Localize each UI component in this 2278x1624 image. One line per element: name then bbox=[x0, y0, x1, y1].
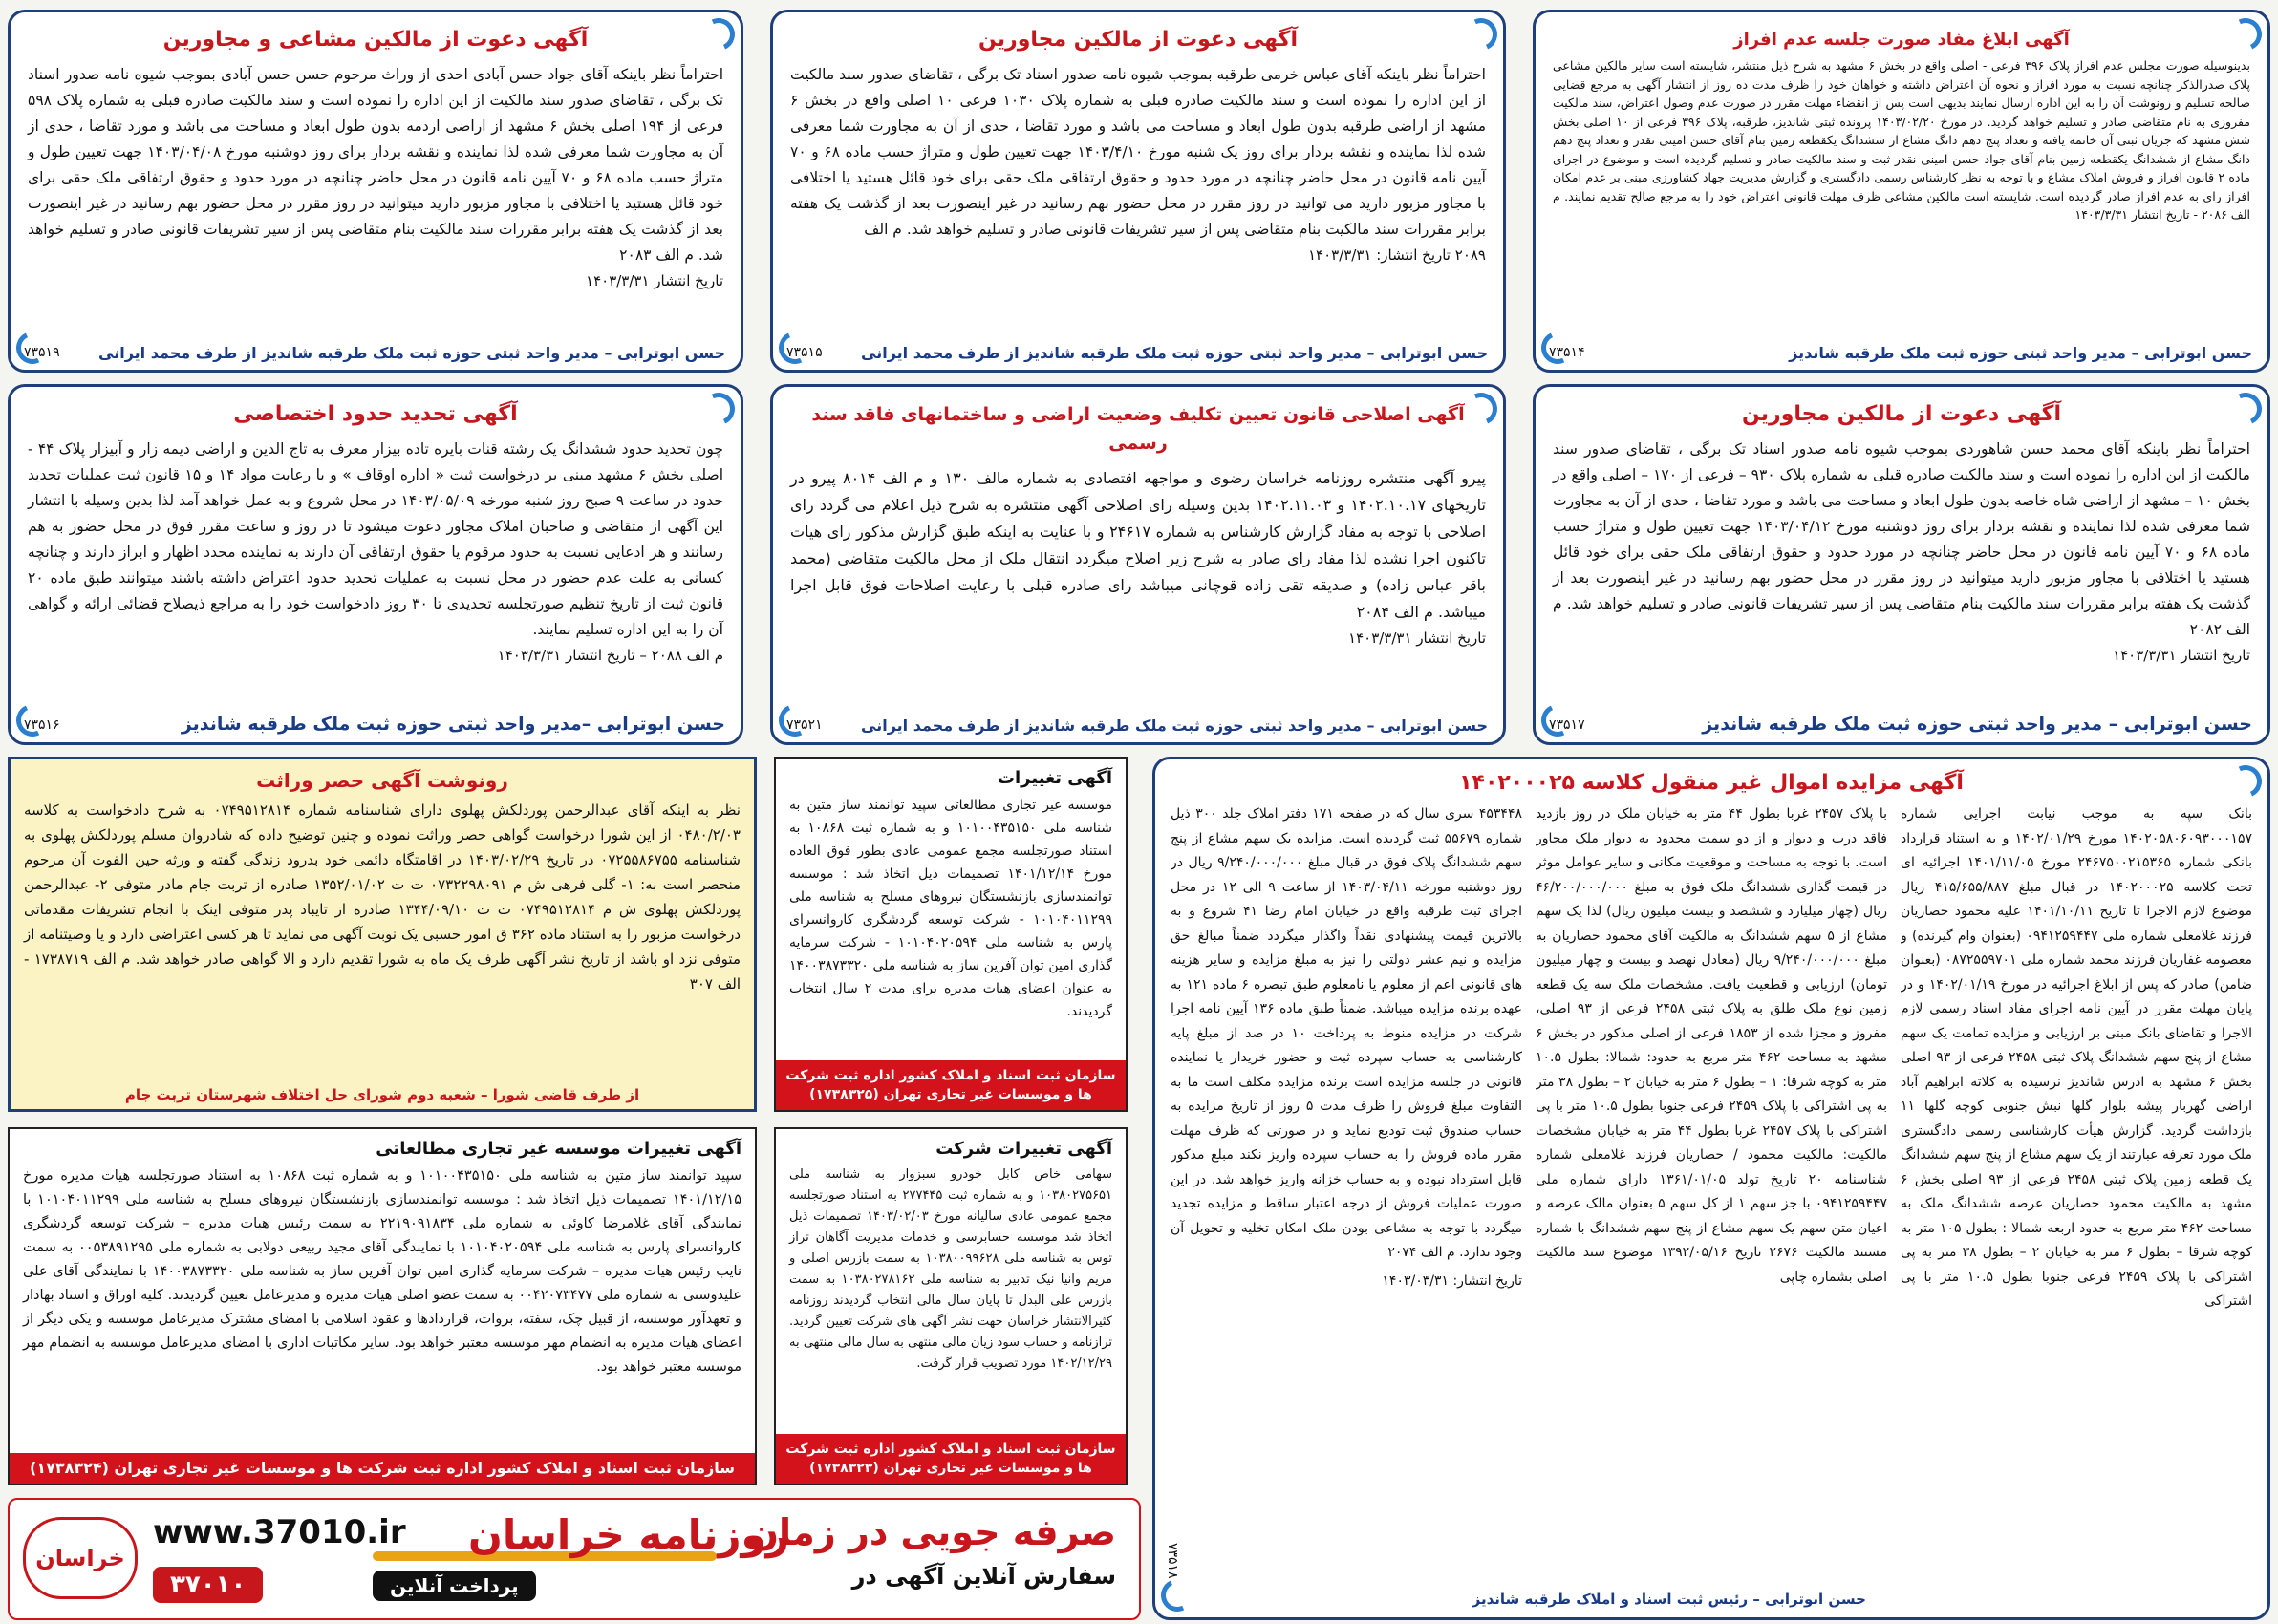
ad-body: احتراماً نظر باینکه آقای جواد حسن آبادی احدی از وراث مرحوم حسن حسن آبادی بموجب شیوه نامه صدور اسناد تک برگی ، تقاضای صدور سند مالکیت از این اداره را نموده است و سند مالکیت صادره قبلی به شماره پلاک ۵۹۸ فرعی از ۱۹۴ اصلی بخش ۶ مشهد از اراضی اردمه بدون طول ابعاد و مساحت می باشد و مورد تقاضا ، حدی از آن به مجاورت شما معرفی شده لذا نماینده و نقشه بردار برای روز دوشنبه مورخ ۱۴۰۳/۰۴/۰۸ جهت تعیین طول و متراژ حسب ماده ۶۸ و ۷۰ آیین نامه قانون در محل حاضر چنانچه در مورد حدود و حقوق ارتفاقی ملک حقی برای خود قائل هستید یا اختلافی با مجاور مزبور دارید میتوانید در روز مقرر در محل حضور بهم رسانید در غیر اینصورت بعد از گذشت یک هفته برابر مقررات سند مالکیت بنام متقاضی پس از سیر تشریفات قانونی صادر و تسلیم خواهد شد. م الف ۲۰۸۳ bbox=[28, 66, 723, 264]
ad-body: احتراماً نظر باینکه آقای عباس خرمی طرقبه بموجب شیوه نامه صدور اسناد تک برگی ، تقاضای صدور سند مالکیت از این اداره را نموده است و سند مالکیت صادره قبلی به شماره پلاک ۱۰۳۰ فرعی ۱۰ اصلی واقع در بخش ۶ مشهد از اراضی طرقبه بدون طول ابعاد و مساحت می باشد و مورد تقاضا ، حدی از آن به مجاورت شما معرفی شده لذا نماینده و نقشه بردار برای روز یک شنبه مورخ ۱۴۰۳/۴/۱۰ جهت تعیین طول و متراژ حسب ماده ۶۸ و ۷۰ آیین نامه قانون در محل حاضر چنانچه در مورد حدود و حقوق ارتفاقی ملک حقی برای خود قائل هستید یا اختلافی با مجاور مزبور دارید می توانید در روز مقرر در محل حضور بهم رسانید در غیر اینصورت بعد از گذشت یک هفته برابر مقررات سند مالکیت بنام متقاضی پس از سیر تشریفات قانونی صادر و تسلیم خواهد شد. م الف bbox=[790, 66, 1486, 238]
swirl-ornament-icon bbox=[2224, 760, 2267, 802]
ad-owners-invite-1 bbox=[8, 10, 743, 373]
ad-body: سهامی خاص کابل خودرو سبزوار به شناسه ملی ۱۰۳۸۰۲۷۵۶۵۱ و به شماره ثبت ۲۷۷۴۴۵ به استناد صورتجلسه مجمع عمومی عادی سالیانه مورخ ۱۴۰۳/۰۲/۰۳ تصمیمات ذیل اتخاذ شد موسسه حسابرسی و خدمات مدیریت آگاهان تراز توس به شناسه ملی ۱۰۳۸۰۰۹۹۶۲۸ به سمت بازرس اصلی و مریم وانیا نیک تدبیر به شناسه ملی ۱۰۳۸۰۲۷۸۱۶۲ به سمت بازرس علی البدل تا پایان سال مالی انتخاب گردیدند روزنامه کثیرالانتشار خراسان جهت نشر آگهی های شرکت تعیین گردید. ترازنامه و حساب سود زیان مالی منتهی به سال مالی منتهی به ۱۴۰۲/۱۲/۲۹ مورد تصویب قرار گرفت. bbox=[789, 1167, 1113, 1371]
banner-newspaper-name: روزنامه خراسان bbox=[468, 1511, 789, 1558]
ad-inheritance bbox=[8, 757, 757, 1112]
auction-column-2: با پلاک ۲۴۵۷ غربا بطول ۴۴ متر به خیابان ملک در روز بازدید فاقد درب و دیوار و از دو سمت محدود به دیوار ملک مجاور است. با توجه به مساحت و موقعیت مکانی و سایر عوامل موثر در قیمت گذاری ششدانگ ملک فوق به مبلغ ۴۶/۲۰۰/۰۰۰/۰۰۰ ریال (چهار میلیارد و ششصد و بیست میلیون ریال) لذا یک سهم مشاع از ۵ سهم ششدانگ به مالکیت آقای محمود حصاریان به مبلغ ۹/۲۴۰/۰۰۰/۰۰۰ ریال (معادل نهصد و بیست و چهار میلیون تومان) ارزیابی و قطعیت یافت. مشخصات ملک سه یک قطعه زمین نوع ملک طلق به پلاک ثبتی ۲۴۵۸ فرعی از ۹۳ اصلی، مفروز و مجزا شده از ۱۸۵۳ فرعی از اصلی مذکور در بخش ۶ مشهد به مساحت ۴۶۲ متر مربع به حدود: شمالا: بطول ۱۰.۵ متر به کوچه شرقا: ۱ – بطول ۶ متر به خیابان ۲ – بطول ۳۸ متر به پی اشتراکی با پلاک ۲۴۵۹ فرعی جنوبا بطول ۱۰.۵ متر با پی اشتراکی با پلاک ۲۴۵۷ غربا بطول ۴۴ متر به خیابان مشخصات مالکیت: مالکیت محمود / حصاریان فرزند غلامعلی شماره شناسنامه ۲۰ تاریخ تولد ۱۳۶۱/۰۱/۰۵ دارای شماره ملی ۰۹۴۱۲۵۹۴۴۷ با جز سهم ۱ از کل سهم ۵ بعنوان مالک عرصه و اعیان متن سهم یک سهم مشاع از پنج سهم ششدانگ با شماره مستند مالکیت ۲۶۷۶ تاریخ ۱۳۹۲/۰۵/۱۶ موضوع سند مالکیت اصلی بشماره چاپی bbox=[1536, 806, 1887, 1285]
ad-title: آگهی دعوت از مالکین مجاورین bbox=[1741, 402, 2062, 426]
ad-date: ۲۰۸۹ تاریخ انتشار: ۱۴۰۳/۳/۳۱ bbox=[1307, 246, 1486, 264]
ad-body: نظر به اینکه آقای عبدالرحمن پوردلکش پهلوی دارای شناسنامه شماره ۰۷۴۹۵۱۲۸۱۴ به شرح دادخواست به کلاسه ۰۴۸۰/۲/۰۳ از این شورا درخواست گواهی حصر وراثت نموده و چنین توضیح داده که شادروان مسلم پوردلکش پهلوی به شناسنامه ۰۷۲۵۵۸۶۷۵۵ در تاریخ ۱۴۰۳/۰۲/۲۹ در اقامتگاه دائمی خود بدرود زندگی گفته و ورثه حین الفوت آن مرحوم منحصر است به: ۱- گلی فرهی ش م ۰۷۳۲۲۹۸۰۹۱ ت ت ۱۳۵۲/۰۱/۰۲ صادره از تربت جام مادر متوفی ۲- عبدالرحمن پوردلکش پهلوی ش م ۰۷۴۹۵۱۲۸۱۴ ت ت ۱۳۴۴/۰۹/۱۰ صادره از تایباد پدر متوفی اینک با انجام تشریفات مقدماتی درخواست مزبور را به استناد ماده ۳۶۲ ق امور حسبی یک نوبت آگهی می نماید تا هر کسی اعتراضی دارد و یا وصیتنامه از متوفی نزد او باشد از تاریخ نشر آگهی ظرف یک ماه به شورا تقدیم دارد و الا گواهی صادر خواهد شد. م الف ۱۷۳۸۷۱۹ - الف ۳۰۷ bbox=[24, 801, 741, 993]
online-payment-button[interactable]: پرداخت آنلاین bbox=[373, 1571, 536, 1601]
auction-column-3-text: ۴۵۳۴۴۸ سری سال که در صفحه ۱۷۱ دفتر املاک جلد ۳۰۰ ذیل شماره ۵۵۶۷۹ ثبت گردیده است. مزایده یک سهم مشاع از پنج سهم ششدانگ پلاک فوق در قبال مبلغ ۹/۲۴۰/۰۰۰/۰۰۰ ریال در روز دوشنبه مورخه ۱۴۰۳/۰۴/۱۱ از ساعت ۹ الی ۱۲ در محل اجرای ثبت طرقبه واقع در خیابان امام رضا ۴۱ شروع و به بالاترین قیمت پیشنهادی نقداً واگذار میگردد ضمناً مبالغ حق مزایده و نیم عشر دولتی را نیز به مبلغ مزایده و سایر هزینه های قانونی اعم از معلوم یا نامعلوم طبق تبصره ۶ ماده ۱۲۱ به عهده برنده مزایده میباشد. ضمناً طبق ماده ۱۳۶ آیین نامه اجرا شرکت در مزایده منوط به پرداخت ۱۰ در صد از مبلغ پایه کارشناسی به حساب سپرده ثبت و حضور خریدار یا نماینده قانونی در جلسه مزایده است برنده مزایده مکلف است ما به التفاوت مبلغ فروش را ظرف مدت ۵ روز از تاریخ مزایده به حساب صندوق ثبت تودیع نماید و در صورتی که ظرف مهلت مقرر ماده فروش را به حساب سپرده واریز نکند مبلغ مذکور قابل استرداد نبوده و به حساب خزانه واریز خواهد شد. در این صورت عملیات فروش از درجه اعتبار ساقط و مزایده تجدید میگردد با توجه به مشاعی بودن ملک امکان تخلیه و تحویل آن وجود ندارد. م الف ۲۰۷۴ bbox=[1171, 806, 1522, 1260]
ad-date: تاریخ انتشار ۱۴۰۳/۳/۳۱ bbox=[1348, 630, 1486, 647]
ad-body: پیرو آگهی منتشره روزنامه خراسان رضوی و مواجهه اقتصادی به شماره مالف ۱۳۰ و م الف ۸۰۱۴ پیرو در تاریخهای ۱۴۰۲.۱۰.۱۷ و ۱۴۰۲.۱۱.۰۳ بدین وسیله رای اصلاحی آگهی منتشره به شرح ذیل اعلام می گردد رای اصلاحی با توجه به مفاد گزارش کارشناس به شماره ۲۴۶۱۷ و با عنایت به اینکه طبق گزارش مذکور رای هیات تاکنون اجرا نشده لذا مفاد رای صادر به شرح زیر اصلاح میگردد انتقال ملک از محل مالکیت متقاضی (محمد باقر عباس زاده) و صدیقه تقی زاده قوچانی میباشد رای صادره قبلی با رعایت اصلاحات فوق قابل اجرا میباشد. م الف ۲۰۸۴ bbox=[790, 469, 1487, 621]
auction-column-1: بانک سپه به موجب نیابت اجرایی شماره ۱۴۰۲۰۵۸۰۶۰۹۳۰۰۰۱۵۷ مورخ ۱۴۰۲/۰۱/۲۹ و به استناد قرارداد بانکی شماره ۲۴۶۷۵۰۰۲۱۵۳۶۵ مورخ ۱۴۰۱/۱۱/۰۵ اجرائیه ای تحت کلاسه ۱۴۰۲۰۰۰۲۵ در قبال مبلغ ۴۱۵/۶۵۵/۸۸۷ ریال موضوع لازم الاجرا تا تاریخ ۱۴۰۱/۱۰/۱۱ علیه محمود حصاریان فرزند غلامعلی شماره ملی ۰۹۴۱۲۵۹۴۴۷ (بعنوان وام گیرنده) و معصومه غفاریان فرزند محمد شماره ملی ۰۸۷۲۵۵۹۷۰۱ (بعنوان ضامن) صادر که پس از ابلاغ اجرائیه در مورخ ۱۴۰۲/۰۱/۱۹ و در پایان مهلت مقرر در آیین نامه اجرای مفاد اسناد رسمی لازم الاجرا و تقاضای بانک مبنی بر ارزیابی و مزایده تمامت یک سهم مشاع از پنج سهم ششدانگ پلاک ثبتی ۲۴۵۸ فرعی از ۹۳ اصلی بخش ۶ مشهد به ادرس شاندیز نرسیده به کلاته ابراهیم آباد اراضی گهربار پیشه بلوار گلها نبش جنوبی کوچه گلها ۱۱ بازداشت گردید. گزارش هیأت کارشناسی رسمی دادگستری ملک مورد تعرفه عبارتند از یک سهم مشاع از پنج سهم ششدانگ یک قطعه زمین پلاک ثبتی ۲۴۵۸ فرعی از ۹۳ اصلی بخش ۶ مشهد به مالکیت محمود حصاریان عرصه ششدانگ ملک به مساحت ۴۶۲ متر مربع به حدود اربعه شمالا : بطول ۱۰۵ متر به کوچه شرقا – بطول ۶ متر به خیابان ۲ – بطول ۳۸ متر به پی اشتراکی با پلاک ۲۴۵۹ فرعی جنوبا بطول ۱۰.۵ متر با پی اشتراکی bbox=[1901, 806, 2252, 1309]
khorasan-banner[interactable] bbox=[8, 1498, 1141, 1620]
ad-company-changes-2 bbox=[8, 1127, 757, 1485]
ad-title: آگهی اصلاحی قانون تعیین تکلیف وضعیت اراضی و ساختمانهای فاقد سند رسمی bbox=[811, 404, 1465, 454]
ad-body: سپید توانمند ساز متین به شناسه ملی ۱۰۱۰۰۴۳۵۱۵۰ و به شماره ثبت ۱۰۸۶۸ به استناد صورتجلسه هیات مدیره مورخ ۱۴۰۱/۱۲/۱۵ تصمیمات ذیل اتخاذ شد : موسسه توانمندسازی بازنشستگان نیروهای مسلح به شناسه ملی ۱۰۱۰۴۰۱۱۲۹۹ با نمایندگی آقای غلامرضا کاوئی به شماره ملی ۲۲۱۹۰۹۱۸۳۴ به سمت رئیس هیات مدیره – شرکت توسعه گردشگری کاروانسرای پارس به شناسه ملی ۱۰۱۰۴۰۲۰۵۹۴ با نمایندگی آقای مجید ربیعی دولابی به شماره ملی ۰۰۵۳۸۹۱۲۹۵ به سمت نایب رئیس هیات مدیره – شرکت سرمایه گذاری امین توان آفرین ساز به شناسه ملی ۱۴۰۰۳۸۷۳۳۲۰ با نمایندگی آقای علی علیدوستی به شماره ملی ۰۰۴۲۰۷۳۴۷۷ به سمت عضو اصلی هیات مدیره و مدیرعامل تعیین گردیدند. کلیه اوراق و اسناد بهادار و تعهدآور موسسه، از قبیل چک، سفته، بروات، قراردادها و عقود اسلامی با امضای مشترک مدیرعامل موسسه و یکی دیگر از اعضای هیات مدیره به انضمام مهر موسسه معتبر خواهد بود. سایر مکاتبات اداری با امضای مدیرعامل موسسه به انضمام مهر موسسه معتبر خواهد بود. bbox=[23, 1168, 742, 1375]
ad-signature: حسن ابوترابی – مدیر واحد ثبتی حوزه ثبت ملک طرقبه شاندیز از طرف محمد ایرانی bbox=[861, 344, 1488, 362]
ad-number: ۷۳۵۱۷ bbox=[1549, 717, 1585, 733]
ad-company-changes-1 bbox=[774, 757, 1128, 1112]
khorasan-logo: خراسان bbox=[23, 1517, 138, 1599]
ad-boundary-delimitation bbox=[8, 384, 743, 745]
ad-auction bbox=[1152, 757, 2270, 1620]
ad-title: آگهی تغییرات موسسه غیر تجاری مطالعاتی bbox=[376, 1139, 741, 1159]
ad-title: آگهی تحدید حدود اختصاصی bbox=[233, 402, 518, 426]
ad-footer: سازمان ثبت اسناد و املاک کشور اداره ثبت شرکت ها و موسسات غیر تجاری تهران (۱۷۳۸۳۲۴) bbox=[10, 1453, 755, 1484]
ad-number: ۷۳۵۱۹ bbox=[24, 345, 60, 360]
ad-number: ۷۳۵۱۴ bbox=[1549, 345, 1585, 360]
ad-correction-notice bbox=[770, 384, 1506, 745]
ad-body: موسسه غیر تجاری مطالعاتی سپید توانمند ساز متین به شناسه ملی ۱۰۱۰۰۴۳۵۱۵۰ و به شماره ثبت ۱۰۸۶۸ به استناد صورتجلسه مجمع عمومی عادی بطور فوق العاده مورخ ۱۴۰۱/۱۲/۱۴ تصمیمات ذیل اتخاذ شد : موسسه توانمندسازی بازنشستگان نیروهای مسلح به شناسه ملی ۱۰۱۰۴۰۱۱۲۹۹ - شرکت توسعه گردشگری کاروانسرای پارس به شناسه ملی ۱۰۱۰۴۰۲۰۵۹۴ - شرکت سرمایه گذاری امین توان آفرین ساز به شناسه ملی ۱۴۰۰۳۸۷۳۳۲۰ به عنوان اعضای هیات مدیره برای مدت ۲ سال انتخاب گردیدند. bbox=[789, 798, 1113, 1019]
banner-headline: صرفه جویی در زمان bbox=[747, 1511, 1116, 1553]
ad-signature: حسن ابوترابی –مدیر واحد ثبتی حوزه ثبت ملک طرقبه شاندیز bbox=[181, 714, 725, 735]
ad-date: تاریخ انتشار ۱۴۰۳/۳/۳۱ bbox=[2113, 647, 2250, 664]
ad-body: بدینوسیله صورت مجلس عدم افراز پلاک ۳۹۶ فرعی - اصلی واقع در بخش ۶ مشهد به شرح ذیل منتشر، شایسته است سایر مالکین مشاعی پلاک صدرالذکر چنانچه نسبت به مورد افراز و نحوه آن اعتراض داشته و خواهان خود را ظرف مدت ده روز از انتشار آگهی به مرجع قضایی صالحه تسلیم و رونوشت آن را به این اداره ارسال نمایند بدیهی است پس از انقضاء مهلت مقرر در صورت عدم وصول اعتراض، سند مالکیت مفروزی به نام متقاضی صادر و تسلیم خواهد گردید. در مورخ ۱۴۰۳/۰۲/۲۰ پرونده ثبتی شاندیز، طرقبه، پلاک ۳۹۶ فرعی از ۱۰ اصلی بخش شش مشهد که جریان ثبتی آن خاتمه یافته و تعداد پنج دهم دانگ مشاع از ششدانگ یکقطعه زمین بنام آقای حسن امینی نقدر و تعداد پنج دهم دانگ مشاع از ششدانگ یکقطعه زمین بنام آقای جواد حسن امینی نقدر ثبت و سند مالکیت صادر و تسلیم گردیده است و موضوع در اجرای ماده ۲ قانون افراز و فروش املاک مشاع و با توجه به نظر کارشناس رسمی دادگستری و گزارش مدیریت جهاد کشاورزی مبنی بر عدم امکان افراز رای به عدم افراز صادر گردیده است. شایسته است مالکین مشاعی ظرف مهلت قانونی اعتراض خود را به مرجع صالح تقدیم نمایند. م الف ۲۰۸۶ - تاریخ انتشار ۱۴۰۳/۳/۳۱ bbox=[1553, 58, 2251, 222]
ad-number: ۷۳۵۲۱ bbox=[786, 717, 823, 733]
auction-column-3 bbox=[1171, 802, 1522, 1557]
banner-phone[interactable]: ۳۷۰۱۰ bbox=[153, 1567, 263, 1603]
ad-date: م الف ۲۰۸۸ – تاریخ انتشار ۱۴۰۳/۳/۳۱ bbox=[497, 647, 723, 664]
ad-body: احتراماً نظر باینکه آقای محمد حسن شاهوردی بموجب شیوه نامه صدور اسناد تک برگی ، تقاضای صدور سند مالکیت از این اداره را نموده است و سند مالکیت صادره قبلی به شماره پلاک ۹۳۰ – فرعی از ۱۷۰ – اصلی واقع در بخش ۱۰ – مشهد از اراضی شاه خاصه بدون طول ابعاد و مساحت می باشد و مورد تقاضا ، حدی از آن به مجاورت شما معرفی شده لذا نماینده و نقشه بردار برای روز دوشنبه مورخ ۱۴۰۳/۰۴/۱۲ جهت تعیین طول و متراژ حسب ماده ۶۸ و ۷۰ آیین نامه قانون در محل حاضر چنانچه در مورد حدود و حقوق ارتفاقی ملک حقی برای خود قائل هستید یا اختلافی با مجاور مزبور دارید میتوانید در روز مقرر در محل حضور بهم رسانید در غیر اینصورت بعد از گذشت یک هفته برابر مقررات سند مالکیت بنام متقاضی پس از سیر تشریفات قانونی صادر و تسلیم خواهد شد. م الف ۲۰۸۲ bbox=[1553, 440, 2250, 638]
ad-footer: سازمان ثبت اسناد و املاک کشور اداره ثبت شرکت ها و موسسات غیر تجاری تهران (۱۷۳۸۳۲۵) bbox=[776, 1060, 1126, 1110]
ad-signature: حسن ابوترابی – رئیس ثبت اسناد و املاک طرقبه شاندیز bbox=[1472, 1591, 1866, 1608]
ad-date: تاریخ انتشار ۱۴۰۳/۳/۳۱ bbox=[586, 272, 723, 289]
ad-signature: حسن ابوترابی – مدیر واحد ثبتی حوزه ثبت ملک طرقبه شاندیز bbox=[1702, 714, 2252, 735]
auction-columns bbox=[1171, 802, 2252, 1557]
ad-signature: حسن ابوترابی – مدیر واحد ثبتی حوزه ثبت ملک طرقبه شاندیز bbox=[1789, 344, 2252, 362]
ad-number: ۷۳۵۱۶ bbox=[24, 717, 60, 733]
ad-date: تاریخ انتشار: ۱۴۰۳/۰۳/۳۱ bbox=[1382, 1272, 1522, 1289]
ad-title: آگهی دعوت از مالکین مشاعی و مجاورین bbox=[162, 28, 589, 52]
banner-url-link[interactable]: www.37010.ir bbox=[153, 1513, 406, 1551]
ad-signature: حسن ابوترابی – مدیر واحد ثبتی حوزه ثبت ملک طرقبه شاندیز از طرف محمد ایرانی bbox=[861, 716, 1488, 735]
ad-company-changes-3 bbox=[774, 1127, 1128, 1485]
ad-title: آگهی تغییرات شرکت bbox=[935, 1139, 1112, 1159]
ad-title: آگهی ابلاغ مفاد صورت جلسه عدم افراز bbox=[1733, 30, 2070, 50]
ad-title: آگهی دعوت از مالکین مجاورین bbox=[978, 28, 1299, 52]
banner-subtitle: سفارش آنلاین آگهی در bbox=[851, 1563, 1116, 1590]
ad-body: چون تحدید حدود ششدانگ یک رشته قنات بایره تاده بیزار معرف به تاج الدین و اراضی دیمه زار و آبیزار پلاک ۴۴ - اصلی بخش ۶ مشهد مبنی بر درخواست ثبت « اداره اوقاف » و با رعایت مواد ۱۴ و ۱۵ قانون ثبت عملیات تحدید حدود در ساعت ۹ صبح روز شنبه مورخه ۱۴۰۳/۰۵/۰۹ در محل شروع و به عمل خواهد آمد لذا بدین وسیله با انتشار این آگهی از متقاضی و صاحبان املاک مجاور دعوت میشود تا در روز و ساعت مقرر فوق در محل حضور به هم رسانند و هر ادعایی نسبت به حدود مرقوم یا حقوق ارتفاقی آن دارند به نماینده محدد اظهار و ابراز دارند و چنانچه کسانی به علت عدم حضور در محل نسبت به عملیات تحدید حدود اعتراض داشته باشند میتوانند طبق ماده ۲۰ قانون ثبت از تاریخ تنظیم صورتجلسه تحدیدی تا ۳۰ روز دادخواست خود را به مراجع ذیصلاح قضائی ارائه و گواهی آن را به این اداره تسلیم نمایند. bbox=[28, 440, 723, 638]
ad-footer: سازمان ثبت اسناد و املاک کشور اداره ثبت شرکت ها و موسسات غیر تجاری تهران (۱۷۳۸۳۲۳) bbox=[776, 1434, 1126, 1484]
ad-title: آگهی تغییرات bbox=[997, 768, 1112, 788]
ad-title: آگهی مزایده اموال غیر منقول کلاسه ۱۴۰۲۰۰۰۲۵ bbox=[1459, 771, 1964, 795]
ad-non-partition-notice bbox=[1533, 10, 2270, 373]
ad-footer: از طرف قاضی شورا – شعبه دوم شورای حل اختلاف شهرستان تربت جام bbox=[124, 1086, 640, 1103]
ad-number: ۷۳۵۱۸ bbox=[1165, 1543, 1180, 1579]
ad-signature: حسن ابوترابی – مدیر واحد ثبتی حوزه ثبت ملک طرقبه شاندیز از طرف محمد ایرانی bbox=[98, 344, 725, 362]
ad-number: ۷۳۵۱۵ bbox=[786, 345, 823, 360]
ad-title: رونوشت آگهی حصر وراثت bbox=[256, 769, 508, 792]
ad-owners-invite-3 bbox=[1533, 384, 2270, 745]
ad-owners-invite-2 bbox=[770, 10, 1506, 373]
swirl-ornament-icon bbox=[1156, 1574, 1198, 1616]
